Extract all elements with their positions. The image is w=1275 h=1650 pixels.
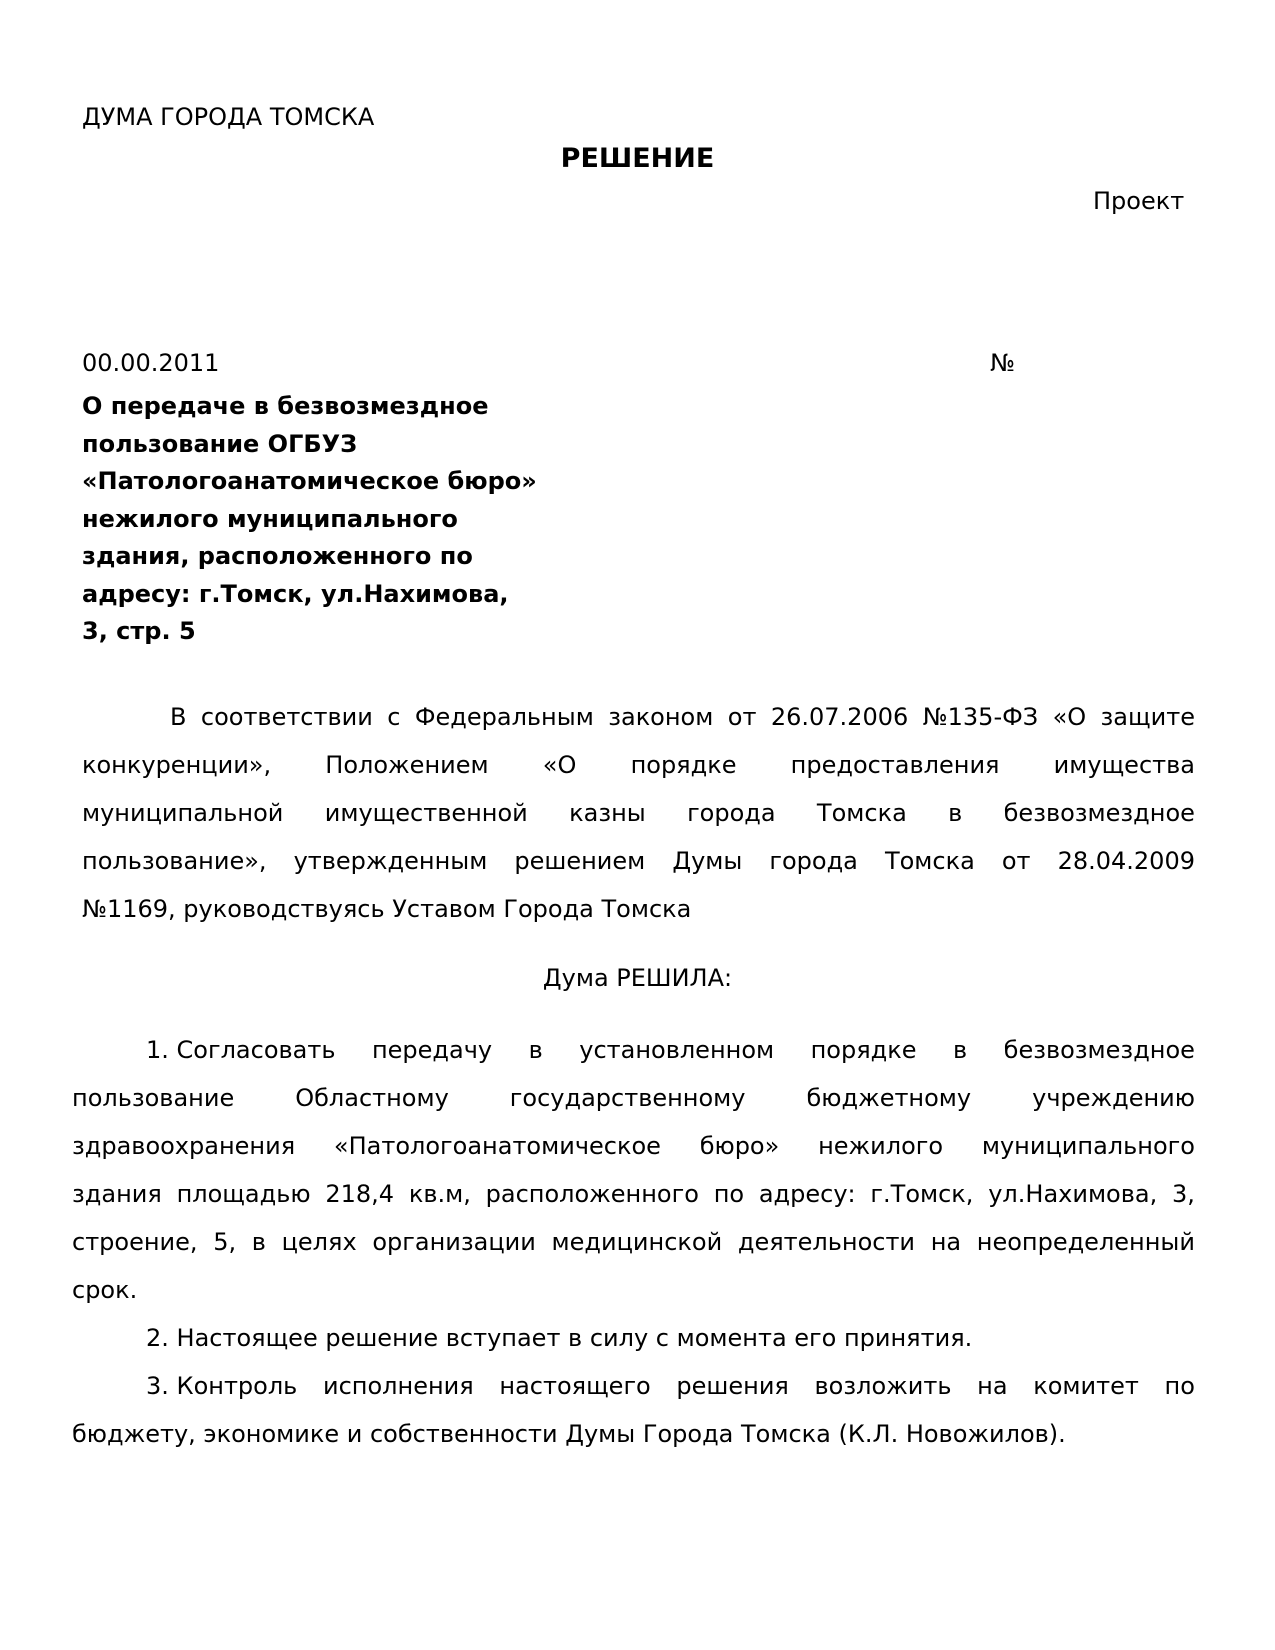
word: от [1001,847,1031,875]
item-3-line [146,1371,1195,1401]
word: здравоохранения [72,1132,296,1160]
subject-line: нежилого муниципального [82,504,458,533]
word: соответствии [200,703,373,731]
word: В [170,703,187,731]
subject-line: пользование ОГБУЗ [82,429,358,458]
word: возложить [814,1372,952,1400]
word: Томска [816,799,907,827]
word: 3. Контроль [146,1372,298,1400]
word: безвозмездное [1003,799,1195,827]
word: решением [514,847,646,875]
word: 3, [1172,1180,1195,1208]
word: установленном [579,1036,775,1064]
word: 218,4 [325,1180,395,1208]
word: по [1164,1372,1195,1400]
preamble-line: №1169, руководствуясь Уставом Города Томска [82,895,692,923]
word: «О [542,751,577,779]
word: бюджетному [806,1084,972,1112]
word: пользование», [82,847,267,875]
item-1-line [72,1083,1195,1113]
preamble-line [170,702,1195,732]
word: в [948,799,963,827]
document-number: № [990,349,1015,377]
word: бюро» [699,1132,780,1160]
word: учреждению [1032,1084,1195,1112]
word: исполнения [323,1372,474,1400]
word: 5, [213,1228,237,1256]
word: кв.м, [408,1180,471,1208]
document-date: 00.00.2011 [82,349,220,377]
word: порядке [810,1036,917,1064]
word: безвозмездное [1003,1036,1195,1064]
word: по [713,1180,745,1208]
word: муниципального [981,1132,1195,1160]
word: законом [608,703,714,731]
word: площадью [176,1180,311,1208]
word: казны [569,799,646,827]
draft-mark: Проект [1093,187,1185,215]
word: 1. Согласовать [146,1036,336,1064]
word: ул.Нахимова, [988,1180,1158,1208]
item-1-line [72,1131,1195,1161]
item-1-line [72,1227,1195,1257]
word: с [387,703,401,731]
subject-line: «Патологоанатомическое бюро» [82,467,537,495]
word: на [977,1372,1008,1400]
subject-line: 3, стр. 5 [82,617,196,645]
word: имущественной [324,799,528,827]
word: конкуренции», [82,751,272,779]
organization-name: ДУМА ГОРОДА ТОМСКА [82,103,375,131]
item-2: 2. Настоящее решение вступает в силу с момента его принятия. [146,1324,973,1352]
word: от [727,703,757,731]
word: №135-ФЗ [922,703,1039,731]
subject-line: адресу: г.Томск, ул.Нахимова, [82,579,509,608]
word: Томска [884,847,975,875]
item-1-line: срок. [72,1276,138,1304]
word: неопределенный [976,1228,1195,1256]
word: нежилого [818,1132,944,1160]
item-3-line: бюджету, экономике и собственности Думы Города Томска (К.Л. Новожилов). [72,1420,1066,1448]
word: города [769,847,858,875]
word: целях [281,1228,357,1256]
word: муниципальной [82,799,284,827]
word: передачу [371,1036,493,1064]
preamble-line [82,846,1195,876]
word: Областному [295,1084,449,1112]
word: расположенного [485,1180,699,1208]
word: здания [72,1180,162,1208]
word: предоставления [790,751,1000,779]
item-1-line [72,1179,1195,1209]
preamble-line [82,798,1195,828]
word: Положением [325,751,489,779]
word: города [687,799,776,827]
word: «Патологоанатомическое [333,1132,661,1160]
word: 28.04.2009 [1057,847,1195,875]
resolved-heading: Дума РЕШИЛА: [542,964,733,992]
word: в [528,1036,543,1064]
item-1-line [146,1035,1195,1065]
word: в [251,1228,266,1256]
word: в [953,1036,968,1064]
word: строение, [72,1228,198,1256]
word: защите [1100,703,1195,731]
word: утвержденным [293,847,488,875]
subject-line: здания, расположенного по [82,542,473,570]
word: государственному [509,1084,746,1112]
word: на [930,1228,962,1256]
word: «О [1052,703,1087,731]
word: порядке [630,751,737,779]
word: настоящего [499,1372,651,1400]
word: Думы [672,847,743,875]
word: 26.07.2006 [770,703,909,731]
word: комитет [1033,1372,1139,1400]
word: пользование [72,1084,235,1112]
word: г.Томск, [870,1180,974,1208]
subject-heading [82,388,602,651]
word: адресу: [758,1180,856,1208]
preamble-line [82,750,1195,780]
document-title: РЕШЕНИЕ [560,143,715,174]
word: медицинской [551,1228,723,1256]
word: имущества [1053,751,1195,779]
subject-line: О передаче в безвозмездное [82,392,489,420]
word: Федеральным [414,703,594,731]
word: решения [676,1372,789,1400]
word: организации [372,1228,536,1256]
word: деятельности [737,1228,916,1256]
